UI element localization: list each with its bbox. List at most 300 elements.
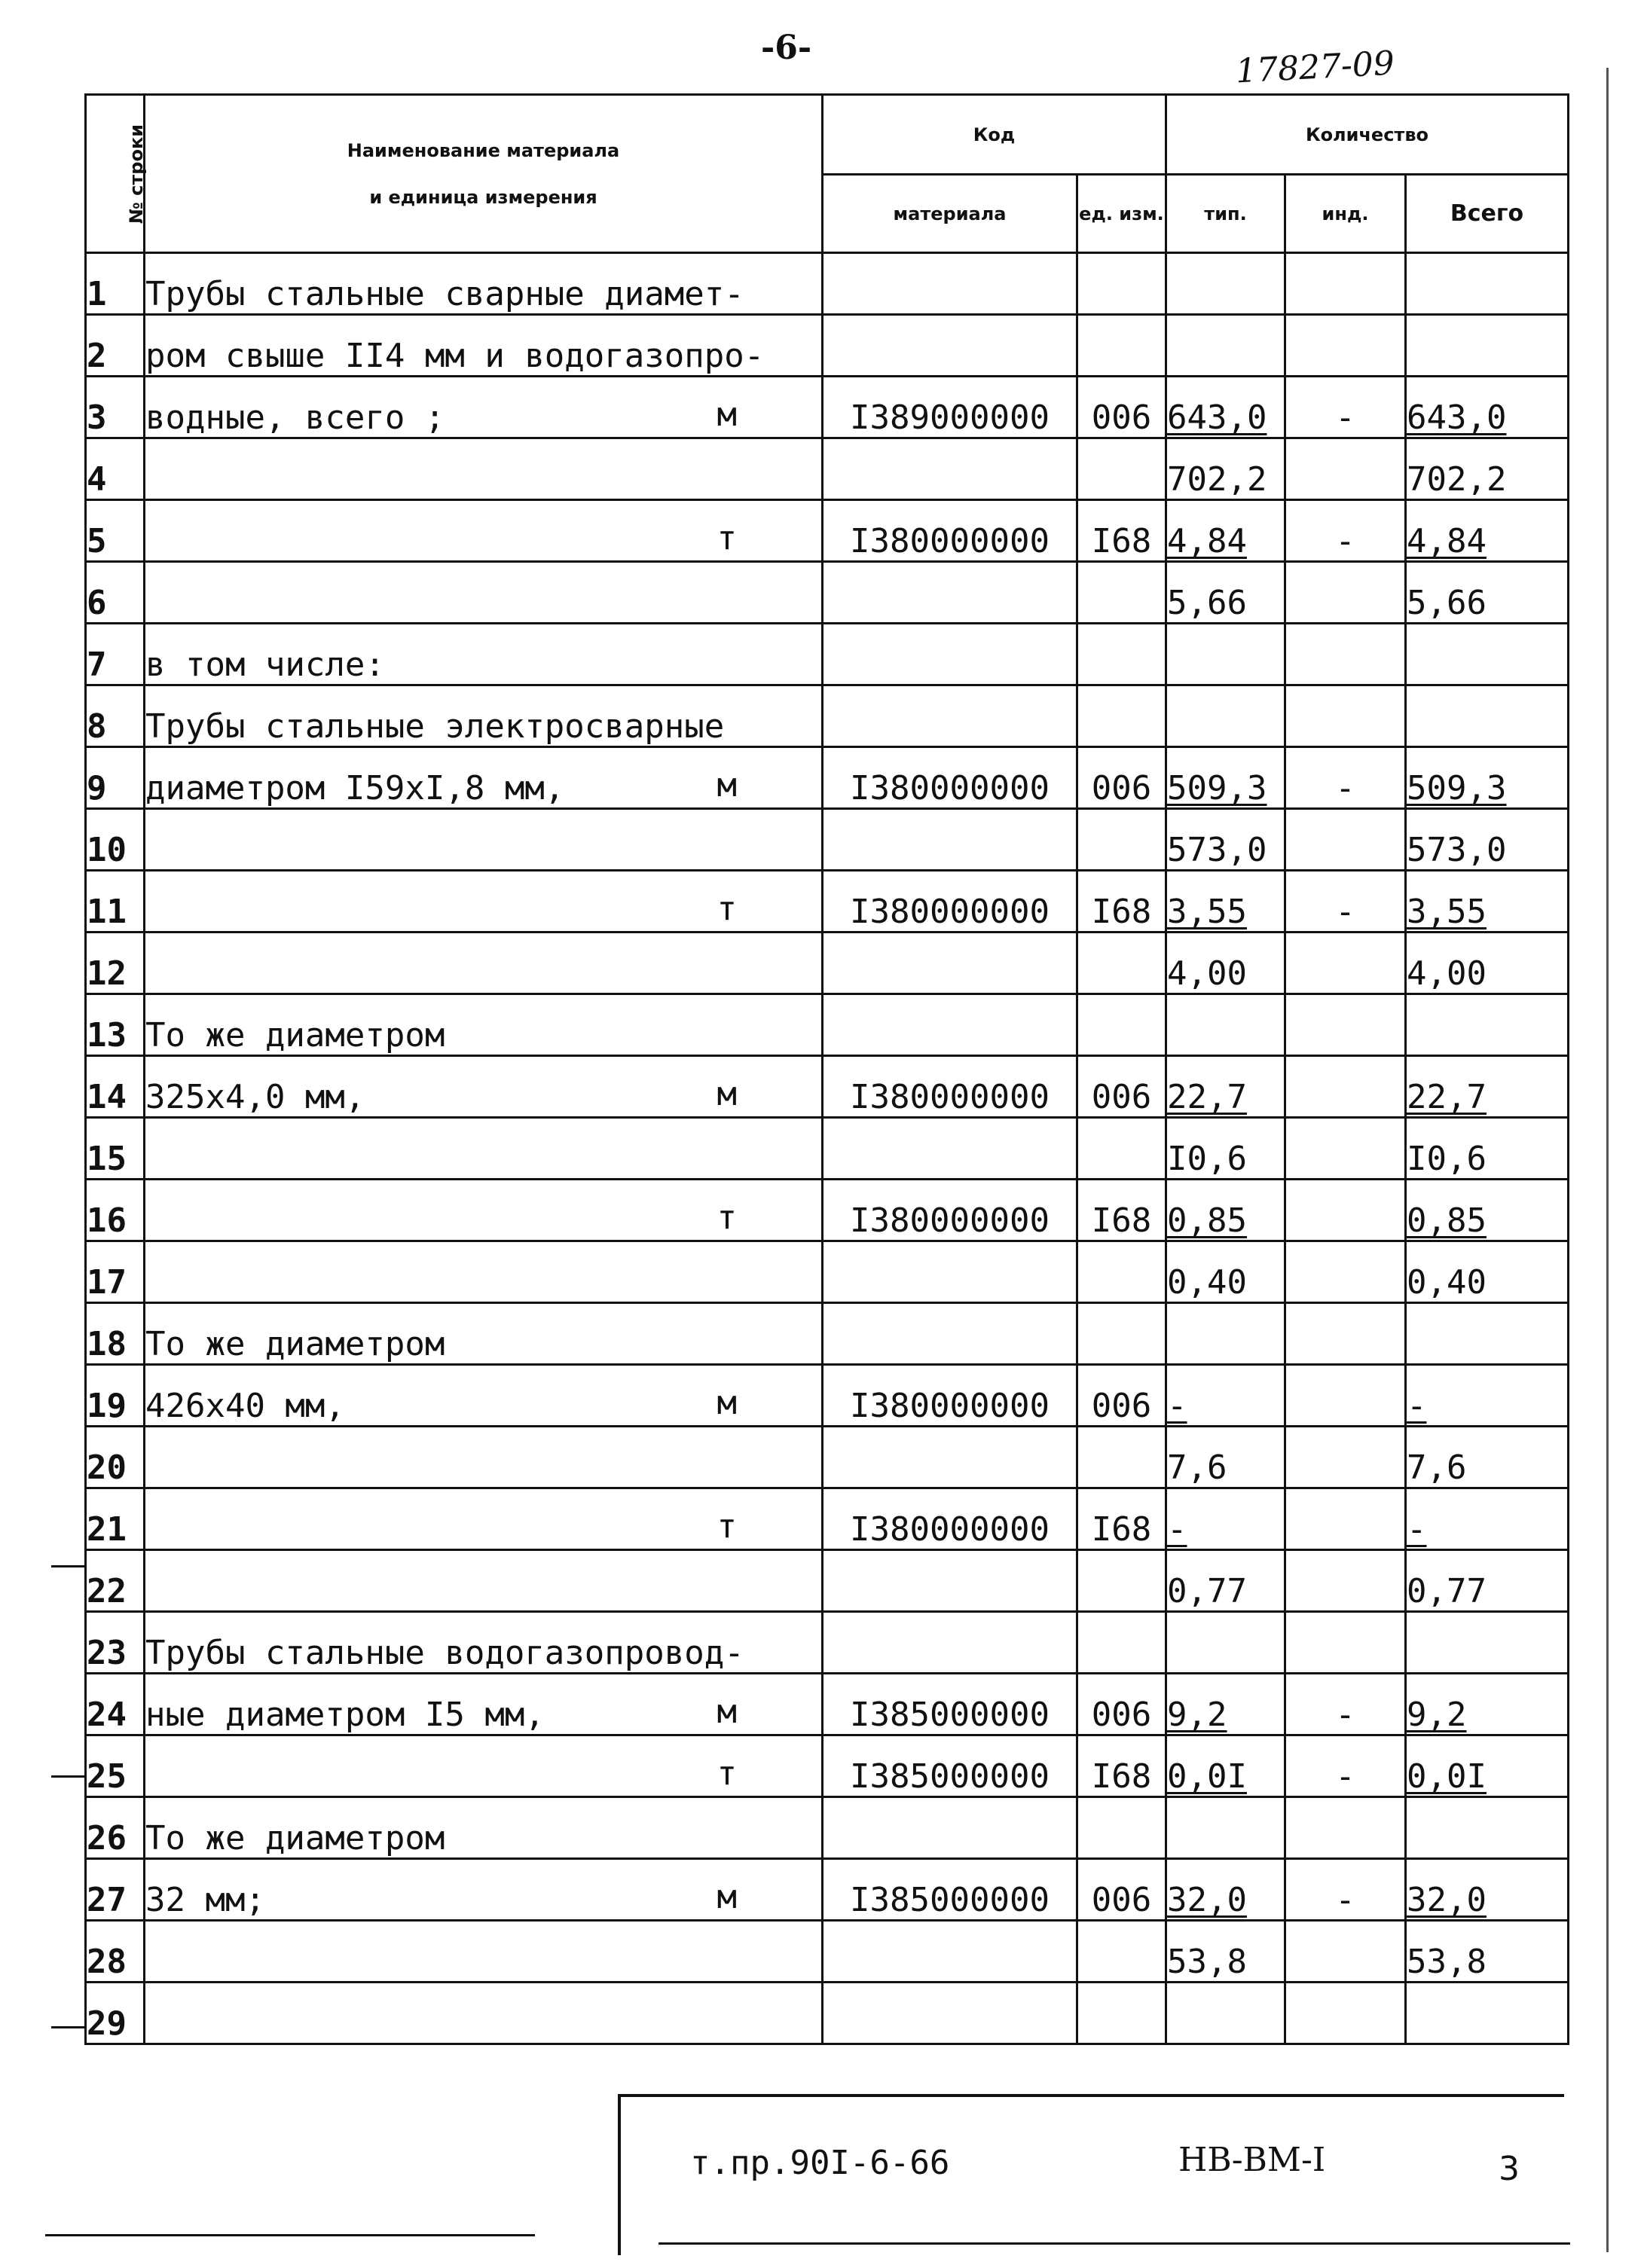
unit-code [1077, 1056, 1166, 1118]
quantity-typ [1166, 747, 1285, 809]
table-row [86, 315, 1569, 377]
table-row [86, 1241, 1569, 1303]
quantity-total-text: 4,84 [1407, 522, 1487, 560]
table-row [86, 1797, 1569, 1859]
quantity-ind [1285, 1612, 1406, 1674]
material-code [823, 685, 1077, 747]
material-name [145, 315, 823, 377]
quantity-typ [1166, 871, 1285, 933]
row-number-text: 11 [87, 893, 127, 931]
quantity-ind-text: - [1335, 522, 1355, 560]
quantity-typ [1166, 685, 1285, 747]
table-row [86, 377, 1569, 438]
row-number-text: 2 [87, 337, 107, 375]
table-row [86, 1180, 1569, 1241]
quantity-total [1406, 685, 1569, 747]
quantity-total-text: - [1407, 1387, 1427, 1425]
sheet-code: НВ-ВМ-I [1178, 2141, 1326, 2179]
unit-code [1077, 871, 1166, 933]
quantity-typ [1166, 1797, 1285, 1859]
unit-code [1077, 994, 1166, 1056]
unit-label: т [717, 519, 737, 557]
quantity-total [1406, 809, 1569, 871]
quantity-typ-text: 32,0 [1167, 1881, 1247, 1919]
material-code [823, 1921, 1077, 1983]
quantity-total [1406, 377, 1569, 438]
quantity-total [1406, 747, 1569, 809]
row-number [86, 562, 145, 624]
quantity-typ-text: 53,8 [1167, 1943, 1247, 1981]
quantity-total [1406, 1427, 1569, 1488]
quantity-ind [1285, 1859, 1406, 1921]
unit-code [1077, 1365, 1166, 1427]
row-number [86, 1674, 145, 1735]
quantity-total [1406, 1550, 1569, 1612]
material-code [823, 438, 1077, 500]
quantity-typ [1166, 933, 1285, 994]
quantity-typ [1166, 315, 1285, 377]
quantity-ind [1285, 747, 1406, 809]
unit-code [1077, 624, 1166, 685]
unit-label: м [717, 395, 737, 434]
unit-code-text: 006 [1091, 1881, 1152, 1919]
table-row [86, 253, 1569, 315]
quantity-total-text: 643,0 [1407, 398, 1507, 437]
unit-label: м [717, 766, 737, 804]
header-material-name: Наименование материала и единица измерения [145, 95, 823, 253]
quantity-ind [1285, 933, 1406, 994]
table-row [86, 747, 1569, 809]
quantity-typ-text: 643,0 [1167, 398, 1267, 437]
material-code [823, 809, 1077, 871]
quantity-total [1406, 500, 1569, 562]
row-number-text: 28 [87, 1943, 127, 1981]
material-code [823, 1550, 1077, 1612]
material-code [823, 1488, 1077, 1550]
row-number-text: 27 [87, 1881, 127, 1919]
row-number [86, 1180, 145, 1241]
header-code-group: Код [823, 95, 1166, 175]
row-number [86, 1612, 145, 1674]
quantity-typ [1166, 253, 1285, 315]
material-code [823, 500, 1077, 562]
material-code-text: I389000000 [850, 398, 1050, 437]
row-number-text: 23 [87, 1634, 127, 1672]
material-name-text: Трубы стальные водогазопровод- [145, 1634, 744, 1672]
row-number-text: 4 [87, 460, 107, 499]
unit-code-text: 006 [1091, 1078, 1152, 1116]
row-number [86, 1488, 145, 1550]
unit-code-text: I68 [1091, 1757, 1152, 1796]
row-number-text: 22 [87, 1572, 127, 1610]
table-row [86, 438, 1569, 500]
quantity-typ [1166, 1365, 1285, 1427]
material-code-text: I380000000 [850, 1387, 1050, 1425]
quantity-ind-text: - [1335, 398, 1355, 437]
material-code [823, 1056, 1077, 1118]
row-number-text: 18 [87, 1325, 127, 1363]
quantity-typ-text: 3,55 [1167, 893, 1247, 931]
row-number-text: 17 [87, 1263, 127, 1302]
header-qty-ind: инд. [1285, 175, 1406, 253]
quantity-typ-text: 0,77 [1167, 1572, 1247, 1610]
material-name [145, 1365, 823, 1427]
material-name-text: водные, всего ; [145, 398, 445, 437]
quantity-ind [1285, 624, 1406, 685]
material-name [145, 1983, 823, 2044]
material-name [145, 685, 823, 747]
quantity-typ [1166, 1735, 1285, 1797]
quantity-total [1406, 1118, 1569, 1180]
quantity-typ-text: 4,84 [1167, 522, 1247, 560]
quantity-typ [1166, 1550, 1285, 1612]
table-row [86, 1612, 1569, 1674]
quantity-total-text: 573,0 [1407, 831, 1507, 869]
quantity-total-text: 4,00 [1407, 954, 1487, 993]
row-number-text: 6 [87, 584, 107, 622]
title-block-rule [658, 2242, 1570, 2245]
quantity-total [1406, 994, 1569, 1056]
quantity-typ-text: 0,85 [1167, 1201, 1247, 1240]
material-name-text: Трубы стальные сварные диамет- [145, 275, 744, 313]
header-qty-total: Всего [1406, 175, 1569, 253]
quantity-ind [1285, 1241, 1406, 1303]
unit-code-text: I68 [1091, 1201, 1152, 1240]
material-code [823, 933, 1077, 994]
material-code [823, 1859, 1077, 1921]
quantity-typ [1166, 438, 1285, 500]
unit-code [1077, 1921, 1166, 1983]
unit-code-text: 006 [1091, 769, 1152, 807]
quantity-ind-text: - [1335, 769, 1355, 807]
material-name-text: Трубы стальные электросварные [145, 707, 725, 746]
table-row [86, 562, 1569, 624]
page-number: -6- [761, 29, 812, 67]
quantity-typ [1166, 1056, 1285, 1118]
quantity-total [1406, 1488, 1569, 1550]
material-code [823, 253, 1077, 315]
table-row [86, 933, 1569, 994]
quantity-ind [1285, 1921, 1406, 1983]
unit-code [1077, 1303, 1166, 1365]
unit-code [1077, 1983, 1166, 2044]
row-number [86, 1427, 145, 1488]
unit-code [1077, 562, 1166, 624]
quantity-total-text: 9,2 [1407, 1696, 1467, 1734]
quantity-total [1406, 1056, 1569, 1118]
material-table [84, 93, 1569, 2045]
material-code [823, 747, 1077, 809]
material-name [145, 1921, 823, 1983]
quantity-ind [1285, 377, 1406, 438]
quantity-total-text: 509,3 [1407, 769, 1507, 807]
quantity-total-text: 32,0 [1407, 1881, 1487, 1919]
table-row [86, 1427, 1569, 1488]
material-name-text: ные диаметром I5 мм, [145, 1696, 545, 1734]
header-qty-typ: тип. [1166, 175, 1285, 253]
row-number-text: 8 [87, 707, 107, 746]
quantity-typ [1166, 1118, 1285, 1180]
unit-label: т [717, 1754, 737, 1793]
quantity-typ-text: - [1167, 1510, 1187, 1549]
quantity-typ-text: 5,66 [1167, 584, 1247, 622]
quantity-typ [1166, 1303, 1285, 1365]
unit-code [1077, 1797, 1166, 1859]
material-name [145, 377, 823, 438]
material-code [823, 624, 1077, 685]
row-number [86, 871, 145, 933]
row-number [86, 624, 145, 685]
margin-tick [51, 1775, 86, 1778]
table-row [86, 1118, 1569, 1180]
material-name [145, 1427, 823, 1488]
unit-code-text: 006 [1091, 398, 1152, 437]
unit-code [1077, 685, 1166, 747]
unit-code [1077, 1180, 1166, 1241]
quantity-ind [1285, 994, 1406, 1056]
table-row [86, 1550, 1569, 1612]
row-number-text: 24 [87, 1696, 127, 1734]
unit-label: т [717, 1198, 737, 1237]
material-code [823, 1427, 1077, 1488]
unit-label: м [717, 1693, 737, 1731]
row-number [86, 1797, 145, 1859]
table-row [86, 1983, 1569, 2044]
quantity-typ [1166, 1180, 1285, 1241]
quantity-total [1406, 871, 1569, 933]
quantity-total-text: 53,8 [1407, 1943, 1487, 1981]
row-number [86, 809, 145, 871]
unit-code [1077, 1735, 1166, 1797]
quantity-ind [1285, 562, 1406, 624]
right-margin-line [1606, 68, 1609, 2252]
row-number-text: 19 [87, 1387, 127, 1425]
row-number-text: 20 [87, 1448, 127, 1487]
row-number-text: 25 [87, 1757, 127, 1796]
table-row [86, 1488, 1569, 1550]
quantity-total-text: I0,6 [1407, 1140, 1487, 1178]
unit-code-text: I68 [1091, 1510, 1152, 1549]
title-block [618, 2094, 1564, 2255]
quantity-ind [1285, 685, 1406, 747]
quantity-ind-text: - [1335, 1757, 1355, 1796]
material-name-text: 426x40 мм, [145, 1387, 345, 1425]
material-name [145, 624, 823, 685]
quantity-total [1406, 1612, 1569, 1674]
row-number [86, 1735, 145, 1797]
quantity-total-text: 0,40 [1407, 1263, 1487, 1302]
quantity-typ-text: 4,00 [1167, 954, 1247, 993]
unit-code [1077, 747, 1166, 809]
quantity-ind-text: - [1335, 1881, 1355, 1919]
quantity-typ-text: I0,6 [1167, 1140, 1247, 1178]
table-row [86, 624, 1569, 685]
unit-code [1077, 315, 1166, 377]
row-number-text: 29 [87, 2004, 127, 2043]
quantity-total-text: 0,0I [1407, 1757, 1487, 1796]
quantity-ind [1285, 809, 1406, 871]
material-name [145, 1180, 823, 1241]
row-number [86, 500, 145, 562]
project-number: т.пр.90I-6-66 [690, 2144, 950, 2182]
row-number [86, 1550, 145, 1612]
material-code [823, 1797, 1077, 1859]
row-number [86, 1365, 145, 1427]
unit-code [1077, 1674, 1166, 1735]
unit-code [1077, 1488, 1166, 1550]
header-quantity-group: Количество [1166, 95, 1569, 175]
material-name [145, 1550, 823, 1612]
quantity-typ [1166, 1983, 1285, 2044]
unit-code [1077, 1118, 1166, 1180]
quantity-total-text: 0,77 [1407, 1572, 1487, 1610]
row-number [86, 1859, 145, 1921]
quantity-total [1406, 438, 1569, 500]
table-row [86, 1365, 1569, 1427]
material-name [145, 253, 823, 315]
unit-code [1077, 1550, 1166, 1612]
unit-label: м [717, 1384, 737, 1422]
material-name-text: То же диаметром [145, 1325, 445, 1363]
quantity-typ-text: 7,6 [1167, 1448, 1227, 1487]
unit-label: т [717, 1507, 737, 1546]
material-name [145, 809, 823, 871]
material-name [145, 1859, 823, 1921]
quantity-typ-text: 509,3 [1167, 769, 1267, 807]
material-name [145, 1612, 823, 1674]
material-name [145, 1735, 823, 1797]
quantity-typ-text: 9,2 [1167, 1696, 1227, 1734]
unit-label: м [717, 1878, 737, 1916]
quantity-ind [1285, 315, 1406, 377]
row-number [86, 253, 145, 315]
quantity-typ [1166, 1859, 1285, 1921]
material-name [145, 438, 823, 500]
quantity-typ [1166, 1427, 1285, 1488]
quantity-total [1406, 1241, 1569, 1303]
row-number-text: 26 [87, 1819, 127, 1857]
quantity-ind [1285, 1180, 1406, 1241]
material-code-text: I380000000 [850, 1201, 1050, 1240]
material-code-text: I385000000 [850, 1757, 1050, 1796]
material-code [823, 871, 1077, 933]
unit-code [1077, 809, 1166, 871]
row-number [86, 747, 145, 809]
material-code [823, 1118, 1077, 1180]
quantity-total [1406, 315, 1569, 377]
quantity-total [1406, 624, 1569, 685]
material-code [823, 1983, 1077, 2044]
row-number [86, 1241, 145, 1303]
quantity-typ [1166, 1241, 1285, 1303]
material-name [145, 1241, 823, 1303]
material-name [145, 994, 823, 1056]
material-code-text: I380000000 [850, 1078, 1050, 1116]
quantity-total-text: - [1407, 1510, 1427, 1549]
material-code [823, 315, 1077, 377]
material-name-text: 32 мм; [145, 1881, 265, 1919]
quantity-typ [1166, 562, 1285, 624]
unit-code-text: 006 [1091, 1696, 1152, 1734]
sheet-number: 3 [1499, 2150, 1520, 2188]
quantity-typ-text: 22,7 [1167, 1078, 1247, 1116]
row-number-text: 14 [87, 1078, 127, 1116]
quantity-ind [1285, 1365, 1406, 1427]
unit-label: т [717, 890, 737, 928]
quantity-total-text: 7,6 [1407, 1448, 1467, 1487]
row-number-text: 3 [87, 398, 107, 437]
quantity-ind [1285, 1674, 1406, 1735]
quantity-total [1406, 1983, 1569, 2044]
unit-code [1077, 933, 1166, 994]
table-row [86, 994, 1569, 1056]
table-row [86, 1735, 1569, 1797]
material-name-text: То же диаметром [145, 1819, 445, 1857]
quantity-typ-text: 702,2 [1167, 460, 1267, 499]
row-number [86, 994, 145, 1056]
quantity-total [1406, 1674, 1569, 1735]
quantity-typ [1166, 1674, 1285, 1735]
quantity-total [1406, 1365, 1569, 1427]
material-name [145, 1674, 823, 1735]
unit-code-text: I68 [1091, 522, 1152, 560]
header-row-number: № строки [86, 95, 145, 253]
unit-code [1077, 1427, 1166, 1488]
row-number-text: 5 [87, 522, 107, 560]
material-code [823, 1241, 1077, 1303]
row-number [86, 1303, 145, 1365]
row-number [86, 685, 145, 747]
material-code [823, 1303, 1077, 1365]
row-number [86, 1983, 145, 2044]
quantity-ind [1285, 1427, 1406, 1488]
table-row [86, 685, 1569, 747]
unit-code-text: I68 [1091, 893, 1152, 931]
material-code-text: I380000000 [850, 522, 1050, 560]
material-name [145, 1303, 823, 1365]
quantity-total-text: 3,55 [1407, 893, 1487, 931]
quantity-ind [1285, 1550, 1406, 1612]
material-code [823, 1674, 1077, 1735]
unit-label: м [717, 1075, 737, 1113]
quantity-ind-text: - [1335, 893, 1355, 931]
material-code [823, 1612, 1077, 1674]
row-number-text: 10 [87, 831, 127, 869]
material-code-text: I380000000 [850, 1510, 1050, 1549]
quantity-typ [1166, 1612, 1285, 1674]
material-code [823, 1735, 1077, 1797]
header-code-material: материала [823, 175, 1077, 253]
quantity-typ-text: 0,0I [1167, 1757, 1247, 1796]
row-number-text: 12 [87, 954, 127, 993]
material-name [145, 1797, 823, 1859]
material-name [145, 747, 823, 809]
quantity-typ [1166, 377, 1285, 438]
row-number-text: 13 [87, 1016, 127, 1055]
quantity-ind [1285, 438, 1406, 500]
quantity-typ-text: - [1167, 1387, 1187, 1425]
material-name [145, 1056, 823, 1118]
material-name [145, 1118, 823, 1180]
quantity-total [1406, 933, 1569, 994]
quantity-total [1406, 253, 1569, 315]
quantity-total-text: 702,2 [1407, 460, 1507, 499]
unit-code [1077, 500, 1166, 562]
material-name [145, 871, 823, 933]
row-number [86, 933, 145, 994]
quantity-total-text: 0,85 [1407, 1201, 1487, 1240]
margin-tick [51, 1565, 86, 1567]
